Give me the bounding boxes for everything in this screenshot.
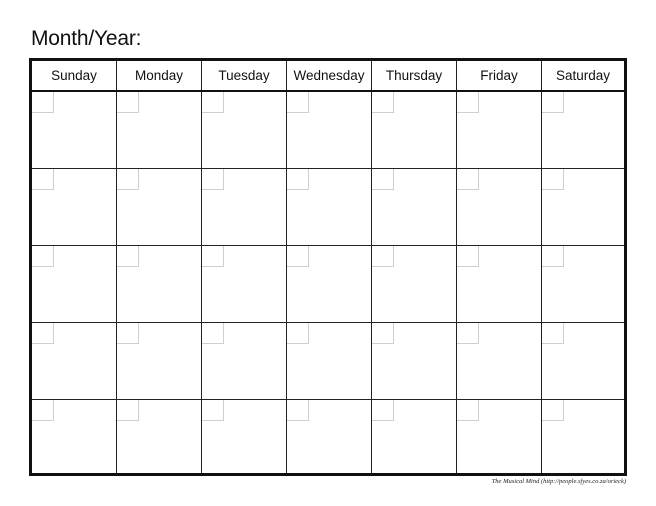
date-number-box — [287, 323, 309, 344]
day-cell[interactable] — [372, 323, 457, 400]
day-cell[interactable] — [202, 246, 287, 323]
date-number-box — [457, 323, 479, 344]
day-cell[interactable] — [457, 323, 542, 400]
date-number-box — [287, 92, 309, 113]
day-cell[interactable] — [457, 246, 542, 323]
date-number-box — [287, 246, 309, 267]
date-number-box — [32, 323, 54, 344]
weekday-header-row — [32, 61, 624, 92]
weekday-header-friday: Friday — [457, 61, 542, 90]
date-number-box — [372, 323, 394, 344]
day-cell[interactable] — [542, 92, 624, 169]
day-cell[interactable] — [542, 323, 624, 400]
date-number-box — [372, 169, 394, 190]
day-cell[interactable] — [202, 323, 287, 400]
day-cell[interactable] — [202, 400, 287, 473]
day-cell[interactable] — [202, 92, 287, 169]
day-cell[interactable] — [117, 246, 202, 323]
date-number-box — [457, 169, 479, 190]
date-number-box — [457, 246, 479, 267]
day-cell[interactable] — [117, 400, 202, 473]
day-cell[interactable] — [32, 169, 117, 246]
date-number-box — [117, 246, 139, 267]
day-cell[interactable] — [117, 323, 202, 400]
day-cell[interactable] — [542, 400, 624, 473]
day-cell[interactable] — [32, 92, 117, 169]
date-number-box — [287, 169, 309, 190]
date-number-box — [202, 323, 224, 344]
date-number-box — [542, 323, 564, 344]
weekday-header-wednesday: Wednesday — [287, 61, 372, 90]
date-number-box — [202, 246, 224, 267]
date-number-box — [372, 400, 394, 421]
date-number-box — [542, 92, 564, 113]
day-cells — [32, 92, 624, 473]
day-cell[interactable] — [32, 246, 117, 323]
day-cell[interactable] — [457, 92, 542, 169]
day-cell[interactable] — [32, 400, 117, 473]
weekday-header-sunday: Sunday — [32, 61, 117, 90]
weekday-header-tuesday: Tuesday — [202, 61, 287, 90]
day-cell[interactable] — [287, 246, 372, 323]
date-number-box — [117, 400, 139, 421]
weekday-header-monday: Monday — [117, 61, 202, 90]
page-title: Month/Year: — [31, 27, 142, 50]
date-number-box — [32, 400, 54, 421]
date-number-box — [457, 400, 479, 421]
weekday-header-saturday: Saturday — [555, 68, 611, 83]
weekday-header-thursday: Thursday — [372, 61, 457, 90]
date-number-box — [117, 92, 139, 113]
date-number-box — [287, 400, 309, 421]
day-cell[interactable] — [287, 323, 372, 400]
day-cell[interactable] — [457, 169, 542, 246]
date-number-box — [202, 169, 224, 190]
day-cell[interactable] — [117, 169, 202, 246]
date-number-box — [32, 169, 54, 190]
date-number-box — [542, 400, 564, 421]
date-number-box — [542, 169, 564, 190]
day-cell[interactable] — [287, 169, 372, 246]
day-cell[interactable] — [287, 400, 372, 473]
day-cell[interactable] — [542, 246, 624, 323]
date-number-box — [202, 400, 224, 421]
date-number-box — [542, 246, 564, 267]
day-cell[interactable] — [32, 323, 117, 400]
day-cell[interactable] — [372, 169, 457, 246]
date-number-box — [457, 92, 479, 113]
day-cell[interactable] — [457, 400, 542, 473]
date-number-box — [32, 246, 54, 267]
day-cell[interactable] — [202, 169, 287, 246]
date-number-box — [372, 246, 394, 267]
date-number-box — [202, 92, 224, 113]
day-cell[interactable] — [542, 169, 624, 246]
day-cell[interactable] — [372, 246, 457, 323]
day-cell[interactable] — [117, 92, 202, 169]
day-cell[interactable] — [372, 400, 457, 473]
footer-credit: The Musical Mind (http://people.sfyes.co.za/orieck) — [491, 478, 626, 485]
day-cell[interactable] — [372, 92, 457, 169]
date-number-box — [117, 169, 139, 190]
date-number-box — [32, 92, 54, 113]
day-cell[interactable] — [287, 92, 372, 169]
date-number-box — [372, 92, 394, 113]
calendar-grid — [29, 58, 627, 476]
date-number-box — [117, 323, 139, 344]
